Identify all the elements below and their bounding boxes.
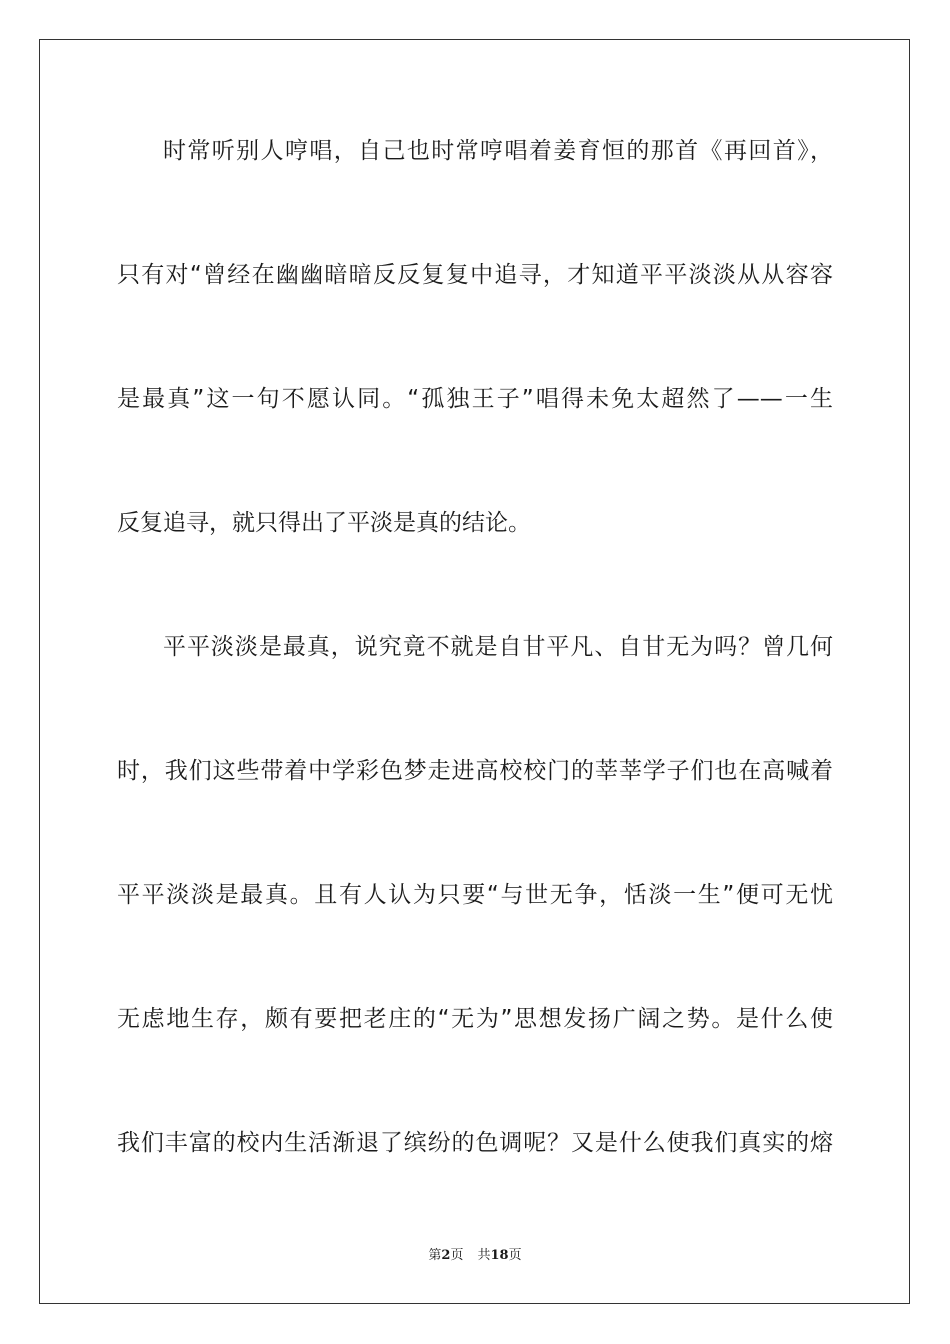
page-footer	[0, 1247, 950, 1265]
page-border	[39, 39, 910, 1304]
paragraph-2-line-3: 平平淡淡是最真。且有人认为只要“与世无争，恬淡一生”便可无忧	[117, 882, 833, 908]
total-pages: 18	[490, 1248, 509, 1263]
total-suffix: 页	[508, 1248, 522, 1263]
paragraph-2-line-1: 平平淡淡是最真，说究竟不就是自甘平凡、自甘无为吗？曾几何	[163, 634, 833, 660]
paragraph-1-line-3: 是最真”这一句不愿认同。“孤独王子”唱得未免太超然了——一生	[117, 386, 833, 412]
page-suffix: 页	[450, 1248, 464, 1263]
paragraph-2-line-4: 无虑地生存，颇有要把老庄的“无为”思想发扬广阔之势。是什么使	[117, 1006, 833, 1032]
page-prefix: 第	[428, 1248, 442, 1263]
paragraph-2-line-2: 时，我们这些带着中学彩色梦走进高校校门的莘莘学子们也在高喊着	[117, 758, 833, 784]
paragraph-1-line-4: 反复追寻，就只得出了平淡是真的结论。	[117, 510, 531, 536]
paragraph-1-line-1: 时常听别人哼唱，自己也时常哼唱着姜育恒的那首《再回首》，	[163, 138, 833, 164]
paragraph-2-line-5: 我们丰富的校内生活渐退了缤纷的色调呢？又是什么使我们真实的熔	[117, 1130, 833, 1156]
paragraph-1-line-2: 只有对“曾经在幽幽暗暗反反复复中追寻，才知道平平淡淡从从容容	[117, 262, 833, 288]
page-number: 2	[441, 1248, 451, 1263]
total-prefix: 共	[477, 1248, 491, 1263]
